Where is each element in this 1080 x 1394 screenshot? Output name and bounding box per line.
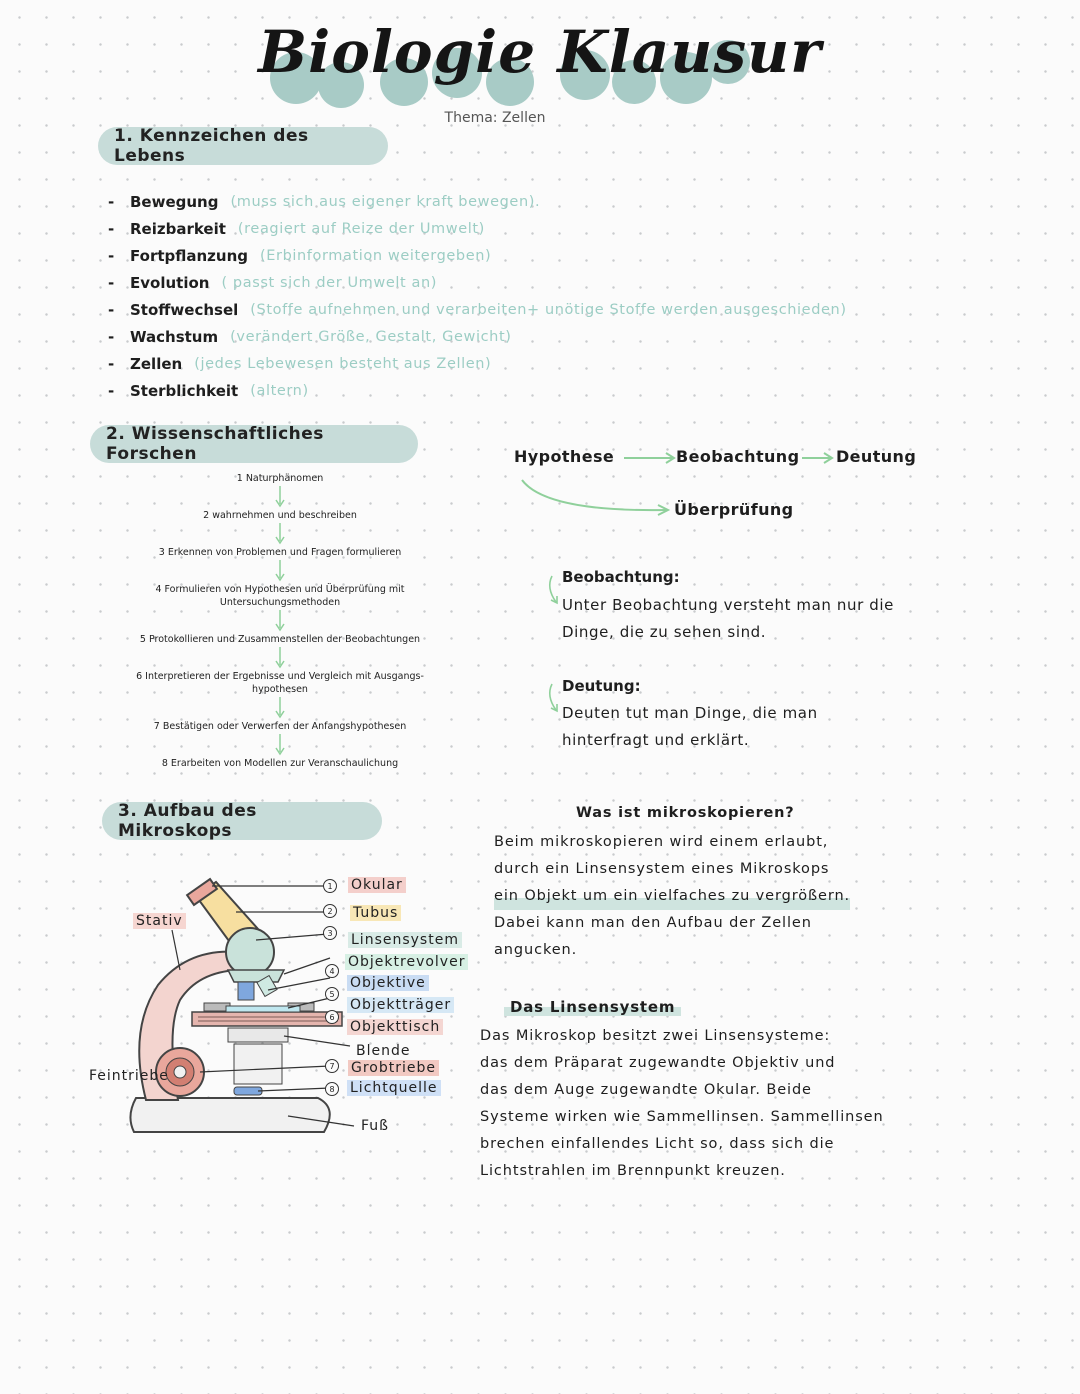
label-objekttraeger: Objektträger (347, 997, 454, 1013)
list-item: - Sterblichkeit (altern) (108, 381, 309, 400)
beobachtung-text: Unter Beobachtung versteht man nur die Dinge, die zu sehen sind. (562, 596, 894, 641)
arrow-right-icon (622, 450, 678, 466)
step-2: 2 wahrnehmen und beschreiben (203, 510, 357, 521)
label-stativ: Stativ (133, 913, 186, 929)
section1-heading: 1. Kennzeichen des Lebens (98, 127, 388, 165)
list-item: - Bewegung (muss sich aus eigener kraft bewegen). (108, 192, 541, 211)
label-okular: Okular (348, 877, 406, 893)
label-objekttisch: Objekttisch (347, 1019, 443, 1035)
number-marker: 1 (323, 879, 337, 893)
chain-deutung: Deutung (836, 447, 917, 466)
label-grobtriebe: Grobtriebe (348, 1060, 439, 1076)
section1-list (108, 188, 1068, 404)
deutung-text: Deuten tut man Dinge, die man hinterfragt und erklärt. (562, 704, 818, 749)
label-lichtquelle: Lichtquelle (347, 1080, 441, 1096)
page-title: Biologie Klausur (258, 18, 822, 86)
deutung-title: Deutung: (562, 677, 641, 695)
list-item: - Wachstum (verändert Größe, Gestalt, Gewicht) (108, 327, 512, 346)
label-blende: Blende (356, 1043, 411, 1059)
label-tubus: Tubus (350, 905, 401, 921)
down-arrow-icon (90, 646, 470, 670)
down-arrow-icon (90, 696, 470, 720)
curved-arrow-icon (516, 476, 676, 520)
number-marker: 5 (325, 987, 339, 1001)
number-marker: 2 (323, 904, 337, 918)
list-item: - Evolution ( passt sich der Umwelt an) (108, 273, 438, 292)
step-8: 8 Erarbeiten von Modellen zur Veranschaulichung (161, 758, 399, 769)
step-3: 3 Erkennen von Problemen und Fragen formulieren (158, 547, 402, 558)
number-marker: 4 (325, 964, 339, 978)
down-arrow-icon (90, 522, 470, 546)
step-6: 6 Interpretieren der Ergebnisse und Vergleich mit Ausgangs-hypothesen (136, 671, 424, 695)
chain-beobachtung: Beobachtung (676, 447, 800, 466)
step-5: 5 Protokollieren und Zusammenstellen der Beobachtungen (139, 634, 421, 645)
label-objektrevolver: Objektrevolver (345, 954, 468, 970)
mikroskopieren-title: Was ist mikroskopieren? (576, 805, 795, 821)
number-marker: 6 (325, 1010, 339, 1024)
label-fuss: Fuß (361, 1118, 389, 1134)
down-arrow-icon (90, 485, 470, 509)
linsensystem-title: Das Linsensystem (504, 998, 681, 1016)
section3-heading: 3. Aufbau des Mikroskops (102, 802, 382, 840)
list-item: - Zellen (jedes Lebewesen besteht aus Zellen) (108, 354, 492, 373)
number-marker: 7 (325, 1059, 339, 1073)
label-objektive: Objektive (347, 975, 429, 991)
chain-ueberpruefung: Überprüfung (674, 500, 794, 519)
beobachtung-title: Beobachtung: (562, 568, 680, 586)
list-item: - Reizbarkeit (reagiert auf Reize der Umwelt) (108, 219, 485, 238)
linsensystem-text: Das Mikroskop besitzt zwei Linsensysteme: das dem Präparat zugewandte Objektiv und das dem Auge zugewandte Okular. Beide Systeme wirken wie Sammellinsen. Sammellinsen brechen einfallendes Licht so, dass sich die Lichtstrahlen im Brennpunkt kreuzen. (480, 1028, 884, 1179)
down-arrow-icon (90, 733, 470, 757)
section2-heading: 2. Wissenschaftliches Forschen (90, 425, 418, 463)
label-linsensystem: Linsensystem (348, 932, 462, 948)
down-arrow-icon (90, 609, 470, 633)
arrow-right-icon (800, 450, 836, 466)
step-1: 1 Naturphänomen (236, 473, 324, 484)
number-marker: 8 (325, 1082, 339, 1096)
page-subtitle: Thema: Zellen (444, 110, 546, 126)
list-item: - Stoffwechsel (Stoffe aufnehmen und verarbeiten+ unötige Stoffe werden ausgeschieden) (108, 300, 847, 319)
step-7: 7 Bestätigen oder Verwerfen der Anfangshypothesen (153, 721, 407, 732)
bracket-arrow-icon (542, 572, 564, 612)
bracket-arrow-icon (542, 680, 564, 720)
number-marker: 3 (323, 926, 337, 940)
step-4: 4 Formulieren von Hypothesen und Überprüfung mit Untersuchungsmethoden (155, 584, 405, 608)
mikroskopieren-text: Beim mikroskopieren wird einem erlaubt, durch ein Linsensystem eines Mikroskops ein Objekt um ein vielfaches zu vergrößern. Dabei kann man den Aufbau der Zellen angucken. (494, 834, 851, 958)
down-arrow-icon (90, 559, 470, 583)
label-feintriebe: Feintriebe (89, 1068, 169, 1084)
list-item: - Fortpflanzung (Erbinformation weitergeben) (108, 246, 492, 265)
research-steps (90, 472, 470, 770)
chain-hypothese: Hypothese (514, 447, 615, 466)
